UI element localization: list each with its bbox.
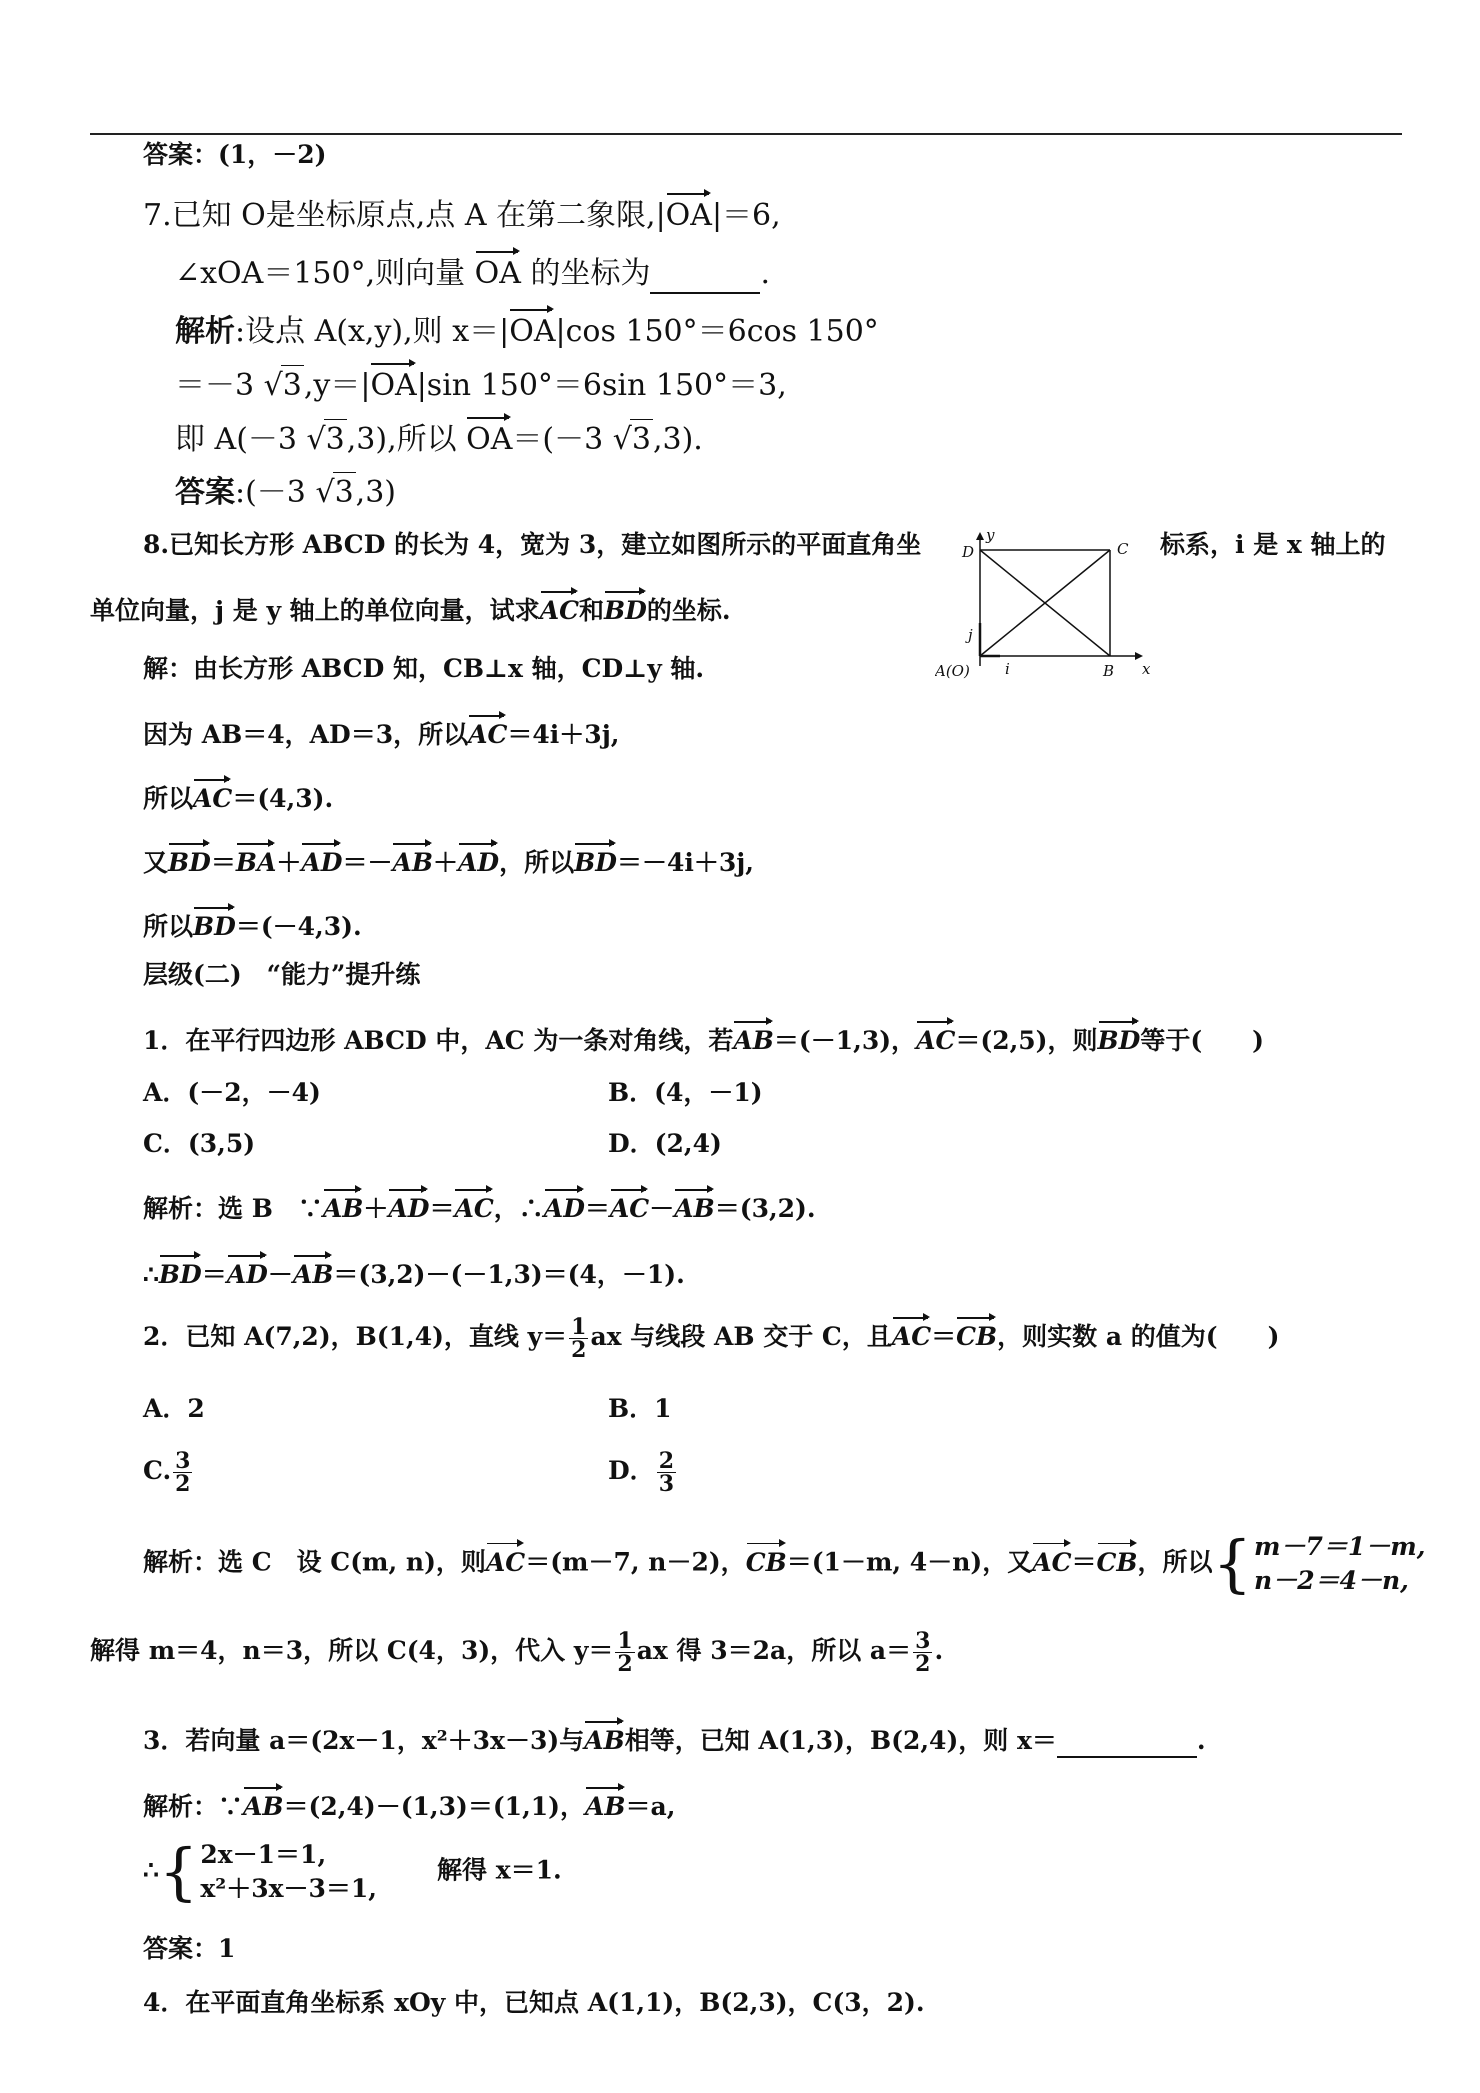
label-b: B [1103, 662, 1115, 680]
rectangle-coordinate-figure [935, 528, 1150, 683]
p1-option-b: B．(4，－1) [608, 1078, 763, 1107]
p1-sol2: ∴BD＝AD－AB＝(3,2)－(－1,3)＝(4，－1). [143, 1254, 685, 1292]
p1-question: 1．在平行四边形 ABCD 中，AC 为一条对角线，若AB＝(－1,3)，AC＝(2,5)，则BD等于( ) [143, 1020, 1264, 1058]
section-heading: 层级(二) “能力”提升练 [143, 960, 421, 989]
q8-line2: 单位向量，j 是 y 轴上的单位向量，试求AC和BD的坐标. [90, 590, 731, 628]
p1-sol1: 解析：选 B ∵AB＋AD＝AC，∴AD＝AC－AB＝(3,2). [143, 1188, 816, 1226]
p1-option-a: A．(－2，－4) [143, 1078, 321, 1107]
q7-line2: ∠xOA＝150°,则向量 OA 的坐标为 . [175, 250, 770, 294]
q8-sol5: 所以BD＝(－4,3). [143, 906, 362, 944]
label-j: j [968, 626, 973, 644]
p2-sol2: 解得 m＝4，n＝3，所以 C(4，3)，代入 y＝ $\frac{1}{2}$ ax 得 3＝2a，所以 a＝ $\frac{3}{2}$ . [90, 1628, 944, 1677]
p3-sol2: ∴ { 2x－1＝1, x²＋3x－3＝1, 解得 x＝1. [143, 1835, 562, 1908]
q8-line1b: 标系，i 是 x 轴上的 [1160, 530, 1386, 559]
q7-sol2: ＝－3 √3,y＝|OA|sin 150°＝6sin 150°＝3, [175, 362, 787, 406]
p2-option-c: C. $\frac{3}{2}$ [143, 1448, 191, 1497]
p2-sol1: 解析：选 C 设 C(m, n)，则AC＝(m－7, n－2)，CB＝(1－m, 4－n)，又AC＝CB，所以 { m－7＝1－m, n－2＝4－n, [143, 1527, 1426, 1600]
x-axis-arrow [1135, 652, 1143, 660]
q8-sol1: 解：由长方形 ABCD 知，CB⊥x 轴，CD⊥y 轴. [143, 654, 705, 683]
q8-sol3: 所以AC＝(4,3). [143, 778, 333, 816]
q8-sol4: 又BD＝BA＋AD＝－AB＋AD，所以BD＝－4i＋3j, [143, 842, 754, 880]
p3-sol1: 解析：∵AB＝(2,4)－(1,3)＝(1,1)，AB＝a, [143, 1786, 675, 1824]
label-a: A(O) [935, 662, 970, 680]
label-x: x [1142, 660, 1150, 678]
q7-sol3: 即 A(－3 √3,3),所以 OA＝(－3 √3,3). [175, 416, 703, 460]
p4-question: 4．在平面直角坐标系 xOy 中，已知点 A(1,1)，B(2,3)，C(3，2). [143, 1988, 925, 2017]
p1-option-d: D．(2,4) [608, 1129, 722, 1158]
p3-answer: 答案：1 [143, 1934, 236, 1963]
q7-sol1: 解析:设点 A(x,y),则 x＝|OA|cos 150°＝6cos 150° [175, 308, 879, 352]
fraction-half: $\frac{1}{2}$ [571, 1314, 587, 1363]
answer-blank [650, 266, 760, 294]
y-axis-arrow [976, 532, 984, 540]
p2-option-b: B．1 [608, 1394, 672, 1423]
p2-option-a: A．2 [143, 1394, 205, 1423]
label-c: C [1117, 540, 1129, 558]
q8-line1a: 8.已知长方形 ABCD 的长为 4，宽为 3，建立如图所示的平面直角坐 [143, 530, 922, 559]
q7-line1: 7.已知 O是坐标原点,点 A 在第二象限,|OA|＝6, [143, 192, 781, 236]
equation-system: { m－7＝1－m, n－2＝4－n, [1212, 1527, 1426, 1600]
p1-option-c: C．(3,5) [143, 1129, 256, 1158]
p2-option-d: D． $\frac{2}{3}$ [608, 1448, 674, 1497]
label-d: D [962, 543, 975, 561]
answer-blank [1057, 1730, 1197, 1758]
p2-question: 2．已知 A(7,2)，B(1,4)，直线 y＝ $\frac{1}{2}$ ax 与线段 AB 交于 C，且AC＝CB，则实数 a 的值为( ) [143, 1314, 1280, 1363]
p3-question: 3．若向量 a＝(2x－1，x²＋3x－3)与AB相等，已知 A(1,3)，B(2,4)，则 x＝ . [143, 1720, 1206, 1758]
q7-answer: 答案:(－3 √3,3) [175, 472, 396, 513]
q8-sol2: 因为 AB＝4，AD＝3，所以AC＝4i＋3j, [143, 714, 619, 752]
label-y: y [986, 528, 995, 544]
equation-system: { 2x－1＝1, x²＋3x－3＝1, [158, 1835, 378, 1908]
answer-top: 答案：(1，－2) [143, 140, 327, 169]
label-i: i [1005, 660, 1010, 678]
header-rule [90, 133, 1402, 135]
